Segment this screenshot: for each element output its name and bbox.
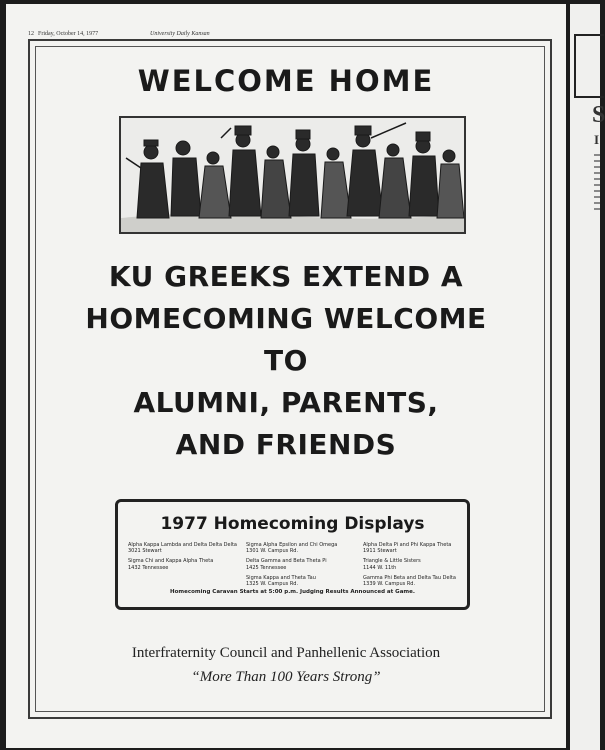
display-houses: Triangle & Little Sisters — [363, 558, 421, 565]
publication-name: University Daily Kansan — [150, 31, 210, 37]
display-entry — [128, 558, 246, 570]
display-address: 1339 W. Campus Rd. — [363, 581, 416, 588]
adjacent-page-text-lines — [594, 154, 600, 214]
homecoming-displays-box — [115, 499, 470, 610]
ad-headline: WELCOME HOME — [137, 64, 435, 98]
display-entry — [128, 542, 246, 554]
message-line-1: KU GREEKS EXTEND A — [108, 260, 464, 293]
cartoon-crowd-illustration — [119, 116, 466, 234]
newspaper-page — [6, 4, 566, 748]
issue-date: Friday, October 14, 1977 — [38, 31, 99, 37]
caravan-note: Homecoming Caravan Starts at 5:00 p.m. Judging Results Announced at Game. — [170, 589, 415, 595]
display-houses: Gamma Phi Beta and Delta Tau Delta — [363, 574, 456, 581]
displays-column-3 — [363, 542, 481, 591]
display-houses: Alpha Kappa Lambda and Delta Delta Delta — [128, 542, 237, 548]
display-entry — [363, 542, 481, 554]
displays-column-1 — [128, 542, 246, 575]
display-address: 3021 Stewart — [128, 548, 162, 555]
message-line-2: HOMECOMING WELCOME — [85, 302, 487, 335]
displays-title: 1977 Homecoming Displays — [160, 514, 425, 534]
display-houses: Sigma Kappa and Theta Tau — [246, 574, 316, 581]
displays-column-2 — [246, 542, 364, 591]
display-entry — [363, 558, 481, 570]
display-address: 1911 Stewart — [363, 548, 397, 555]
display-address: 1144 W. 11th — [363, 564, 397, 571]
display-address: 1301 W. Campus Rd. — [246, 548, 299, 555]
adjacent-page-frame — [574, 34, 604, 98]
slogan-line: “More Than 100 Years Strong” — [191, 669, 381, 685]
display-address: 1325 W. Campus Rd. — [246, 581, 299, 588]
display-address: 1432 Tennessee — [128, 564, 169, 571]
display-entry — [363, 575, 481, 587]
display-entry — [246, 575, 364, 587]
adjacent-page-edge — [570, 4, 605, 750]
display-entry — [246, 558, 364, 570]
display-houses: Delta Gamma and Beta Theta Pi — [246, 558, 327, 565]
sponsor-line: Interfraternity Council and Panhellenic Association — [131, 645, 441, 661]
display-houses: Alpha Delta Pi and Phi Kappa Theta — [363, 542, 452, 548]
display-entry — [246, 542, 364, 554]
message-line-3: TO — [264, 344, 308, 377]
adjacent-page-subhead-letter: I — [594, 132, 600, 147]
display-houses: Sigma Alpha Epsilon and Chi Omega — [246, 542, 338, 548]
display-houses: Sigma Chi and Kappa Alpha Theta — [128, 558, 214, 565]
display-address: 1425 Tennessee — [246, 564, 287, 571]
adjacent-page-headline-letter: S — [592, 102, 605, 128]
crowd-drawing — [121, 118, 464, 232]
message-line-4: ALUMNI, PARENTS, — [133, 386, 439, 419]
page-number: 12 — [28, 31, 34, 37]
message-line-5: AND FRIENDS — [175, 428, 397, 461]
